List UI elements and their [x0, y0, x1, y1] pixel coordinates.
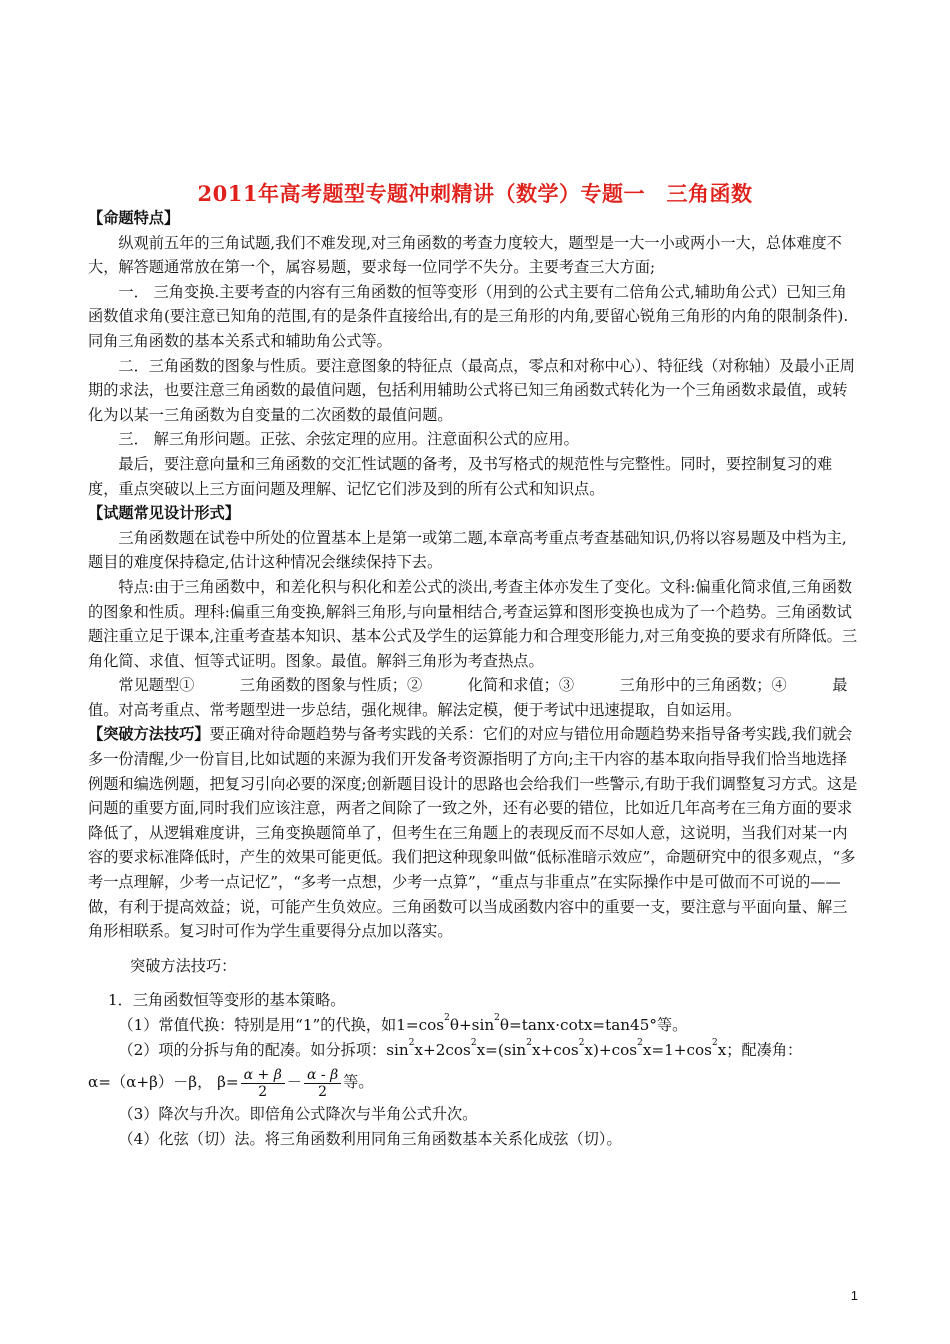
- list-item-1-2: （2）项的分拆与角的配凑。如分拆项：$\sin^2x+2\cos^2x=(\sin^2x+\cos^2x)+\cos^2x=1+\cos^2x$；配凑角：: [118, 1037, 803, 1059]
- list-item-1-1: （1）常值代换：特别是用“1”的代换，如$1=\cos^2\theta+\sin^2\theta=\tan x\cdot\cot x=\tan 45^\circ$等。: [118, 1013, 688, 1034]
- document-title: 2011年高考题型专题冲刺精讲（数学）专题一 三角函数: [197, 181, 753, 206]
- list-item-1: 1．三角函数恒等变形的基本策略。: [108, 991, 346, 1010]
- paragraph: 三角函数题在试卷中所处的位置基本上是第一或第二题,本章高考重点考查基础知识,仍将以容易题及中档为主,题目的难度保持稳定,估计这种情况会继续保持下去。: [88, 528, 847, 572]
- list-item-1-3: （3）降次与升次。即倍角公式降次与半角公式升次。: [118, 1105, 478, 1124]
- paragraph-methods: [88, 722, 860, 943]
- paragraph: 特点:由于三角函数中，和差化积与积化和差公式的淡出,考查主体亦发生了变化。文科:偏重化简求值,三角函数的图象和性质。理科:偏重三角变换,解斜三角形,与向量相结合,考查运算和图形变换也成为了一个趋势。三角函数试题注重立足于课本,注重考查基本知识、基本公式及学生的运算能力和合理变形能力,对三角变换的要求有所降低。三角化简、求值、恒等式证明。图象。最值。解斜三角形为考查热点。: [88, 577, 858, 670]
- paragraph: 常见题型① 三角函数的图象与性质；② 化简和求值；③ 三角形中的三角函数；④ 最值。对高考重点、常考题型进一步总结，强化规律。解法定模，便于考试中迅速提取，自如运用。: [88, 676, 848, 719]
- list-item-1-4: （4）化弦（切）法。将三角函数利用同角三角函数基本关系化成弦（切）。: [118, 1129, 622, 1148]
- paragraph: 二．三角函数的图象与性质。要注意图象的特征点（最高点，零点和对称中心）、特征线（对称轴）及最小正周期的求法，也要注意三角函数的最值问题，包括利用辅助公式将已知三角函数式转化为一个三角函数求最值，或转化为以某一三角函数为自变量的二次函数的最值问题。: [88, 356, 855, 424]
- fraction: $\frac{\alpha - \beta}{2}$: [304, 1067, 341, 1100]
- fraction: $\frac{\alpha + \beta}{2}$: [241, 1067, 285, 1100]
- paragraph-text: 要正确对待命题趋势与备考实践的关系：它们的对应与错位用命题趋势来指导备考实践,我们就会多一份清醒,少一份盲目,比如试题的来源为我们开发备考资源指明了方向;主干内容的基本取向指导我们恰当地选择 例题和编选例题，把复习引向必要的深度;创新题目设计的思路也会给我们一些警示,有助于我们调整复习方式。这是问题的重要方面,同时我们应该注意，两者之间除了一致之外，还有必要的错位，比如近几年高考在三角方面的要求降低了，从逻辑难度讲，三角变换题简单了，但考生在三角题上的表现反而不尽如人意，这说明，当我们对某一内容的要求标准降低时，产生的效果可能更低。我们把这种现象叫做“低标准暗示效应”，命题研究中的很多观点，“多考一点理解，少考一点记忆”，“多考一点想，少考一点算”，“重点与非重点”在实际操作中是可做而不可说的——做，有利于提高效益；说，可能产生负效应。三角函数可以当成函数内容中的重要一支，要注意与平面向量、解三角形相联系。复习时可作为学生重要得分点加以落实。: [88, 725, 858, 941]
- formula-angle-split: α=（α+β）－β， β= $\frac{\alpha + \beta}{2}$ － $\frac{\alpha - \beta}{2}$ 等。: [88, 1066, 374, 1100]
- section-header-features: 【命题特点】: [88, 209, 180, 227]
- paragraph: 一． 三角变换.主要考查的内容有三角函数的恒等变形（用到的公式主要有二倍角公式,辅助角公式）已知三角函数值求角(要注意已知角的范围,有的是条件直接给出,有的是三角形的内角,要留心锐角三角形的内角的限制条件).同角三角函数的基本关系式和辅助角公式等。: [88, 282, 849, 350]
- section-header-design-forms: 【试题常见设计形式】: [88, 504, 240, 523]
- subheading-methods: 突破方法技巧：: [130, 956, 237, 975]
- section-header-methods: 【突破方法技巧】: [88, 725, 210, 744]
- paragraph: 最后，要注意向量和三角函数的交汇性试题的备考，及书写格式的规范性与完整性。同时，要控制复习的难度，重点突破以上三方面问题及理解、记忆它们涉及到的所有公式和知识点。: [88, 454, 833, 498]
- document-body: [88, 206, 860, 1151]
- paragraph: 纵观前五年的三角试题,我们不难发现,对三角函数的考查力度较大，题型是一大一小或两小一大，总体难度不大，解答题通常放在第一个，属容易题，要求每一位同学不失分。主要考查三大方面;: [88, 233, 842, 277]
- paragraph: 三． 解三角形问题。正弦、余弦定理的应用。注意面积公式的应用。: [118, 430, 579, 449]
- page-number: 1: [850, 1288, 858, 1303]
